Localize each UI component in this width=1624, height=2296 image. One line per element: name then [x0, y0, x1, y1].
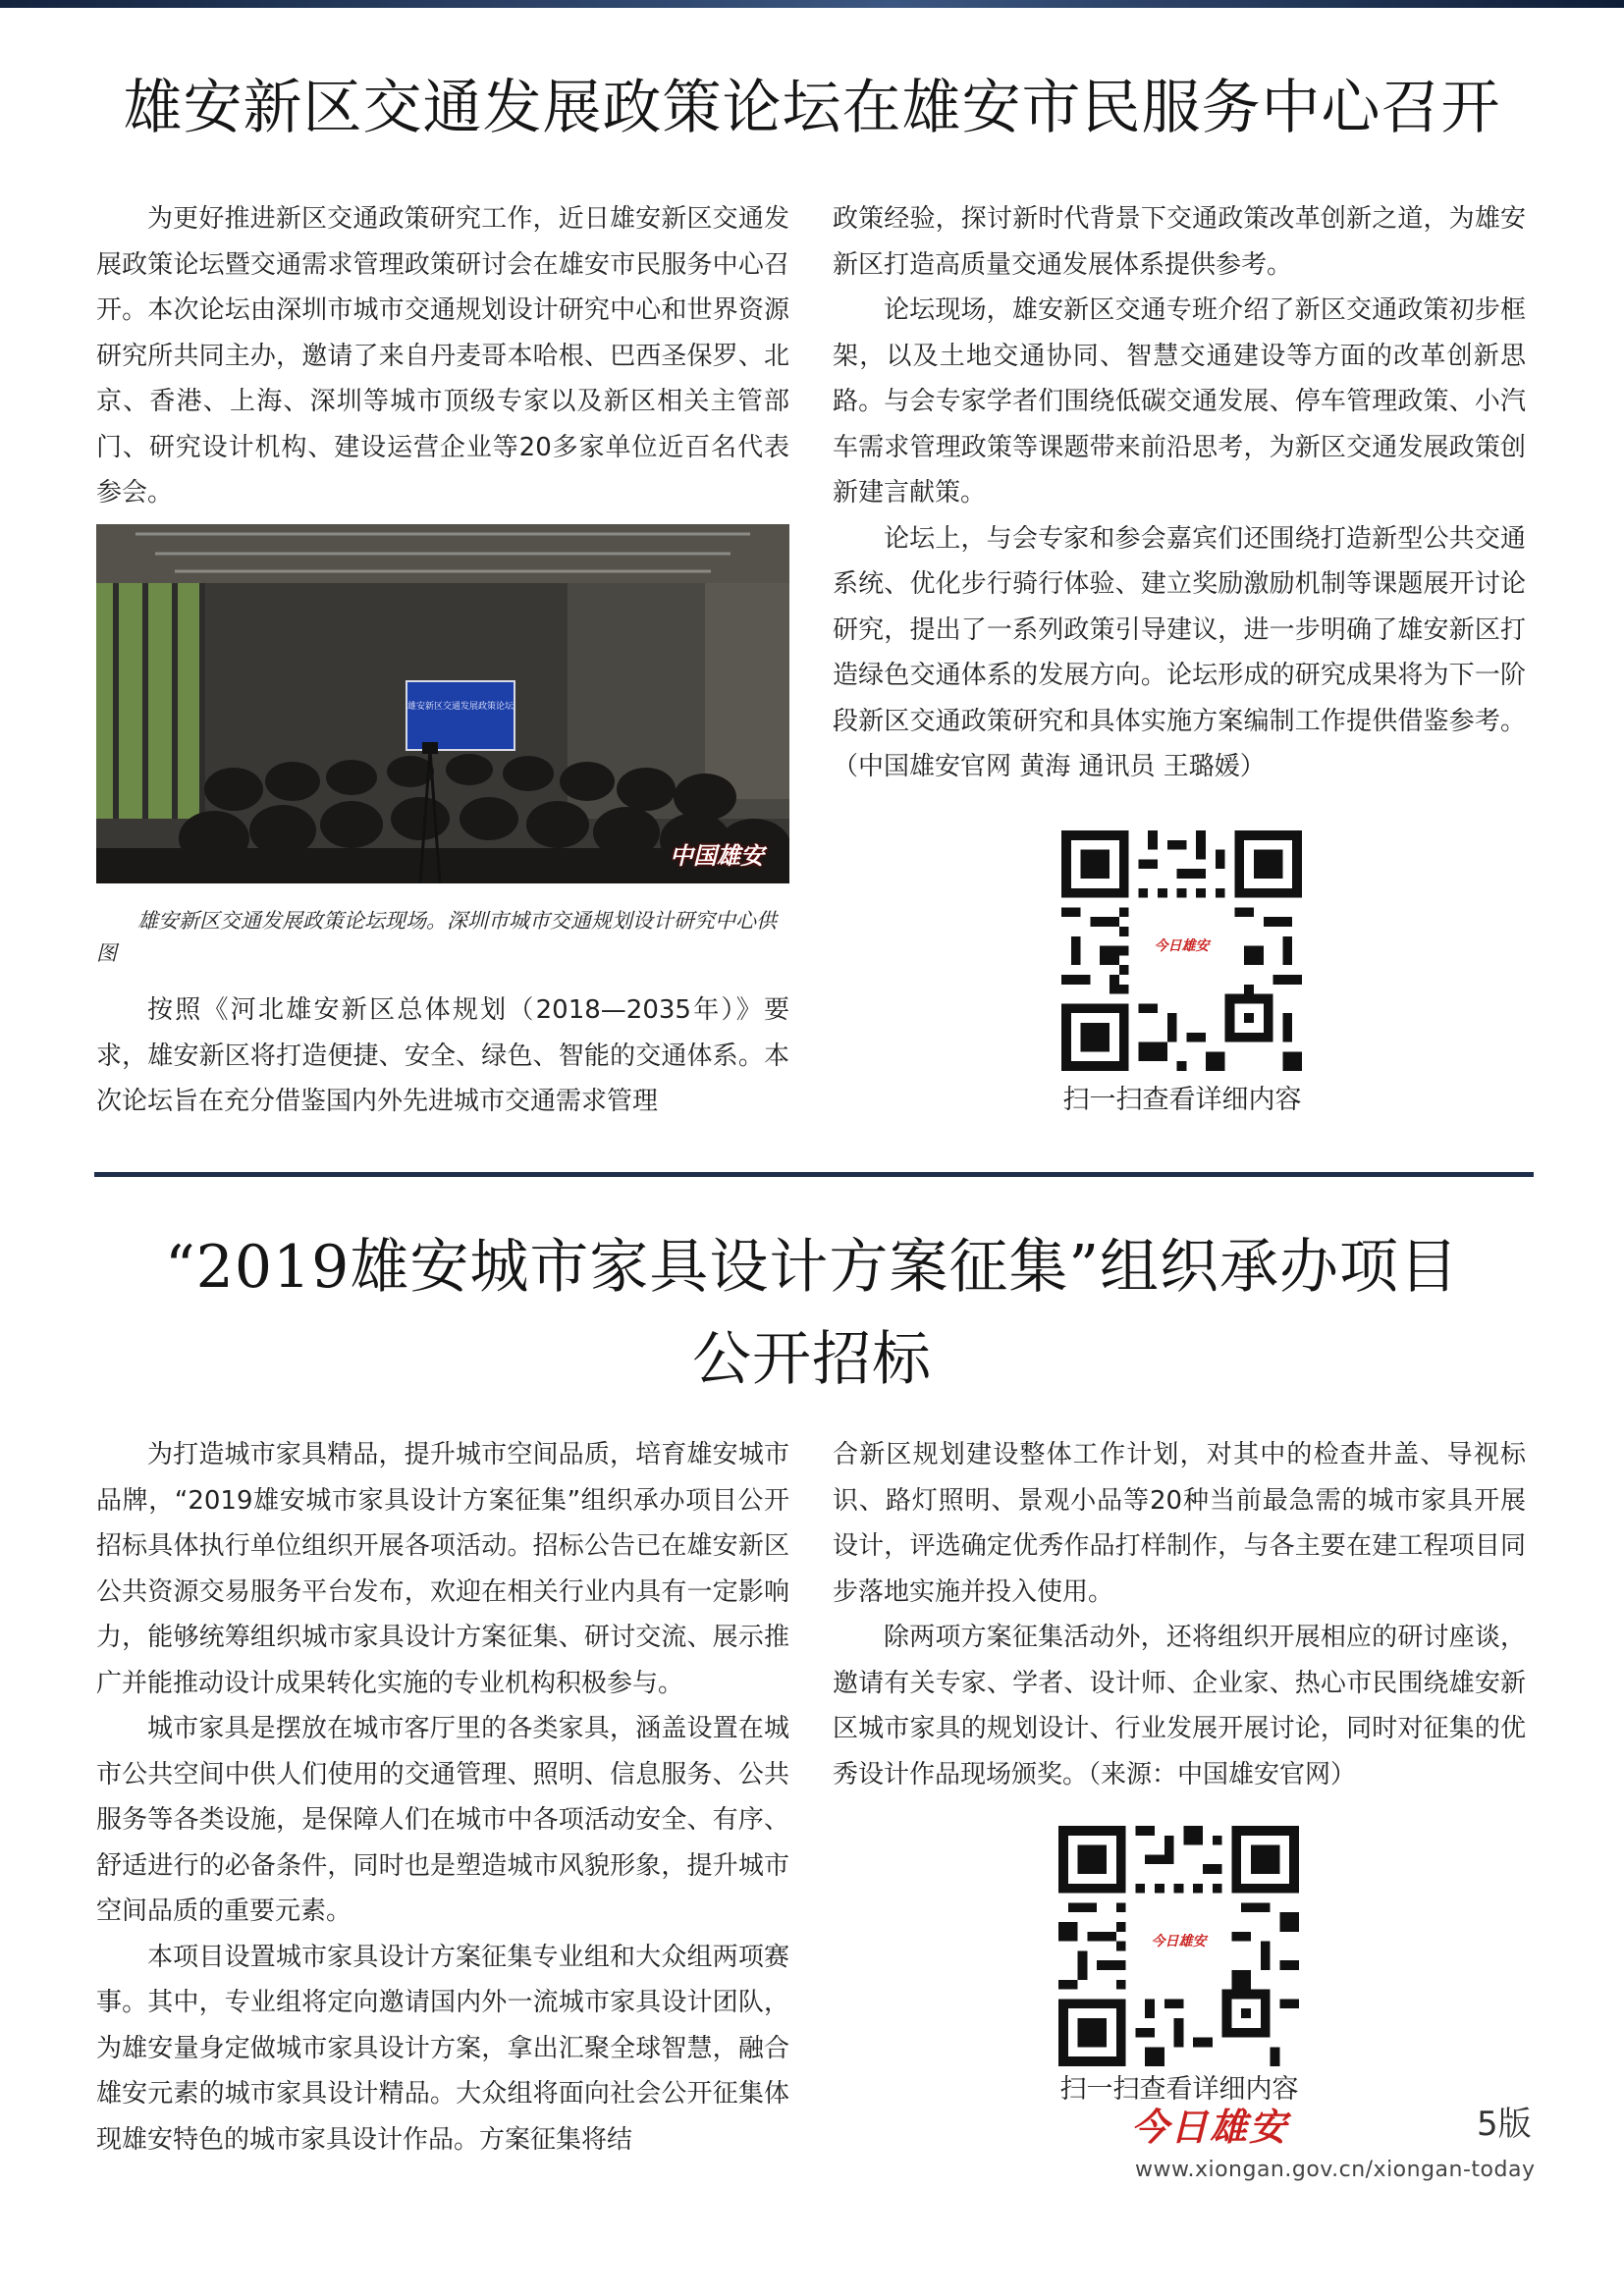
article1-left-column-lower: [96, 988, 789, 1125]
article2-title: [59, 1221, 1565, 1406]
article2-paragraph: 城市家具是摆放在城市客厅里的各类家具，涵盖设置在城市公共空间中供人们使用的交通管理、照明、信息服务、公共服务等各类设施，是保障人们在城市中各项活动安全、有序、舒适进行的必备条件，同时也是塑造城市风貌形象，提升城市空间品质的重要元素。: [96, 1714, 789, 1926]
article2-title-line1: “2019雄安城市家具设计方案征集”组织承办项目: [164, 1233, 1460, 1302]
section-divider: [94, 1172, 1534, 1177]
article1-paragraph: 论坛上，与会专家和参会嘉宾们还围绕打造新型公共交通系统、优化步行骑行体验、建立奖励激励机制等课题展开讨论研究，提出了一系列政策引导建议，进一步明确了雄安新区打造绿色交通体系的发展方向。论坛形成的研究成果将为下一阶段新区交通政策研究和具体实施方案编制工作提供借鉴参考。（中国雄安官网 黄海 通讯员 王璐媛）: [833, 523, 1526, 781]
article2-right-column: [833, 1432, 1526, 1797]
forum-photo: [96, 524, 789, 883]
article1-paragraph-continuation: 政策经验，探讨新时代背景下交通政策改革创新之道，为雄安新区打造高质量交通发展体系提供参考。: [833, 204, 1526, 280]
qr-label-1: 扫一扫查看详细内容: [1062, 1085, 1302, 1115]
article2-paragraph: 除两项方案征集活动外，还将组织开展相应的研讨座谈，邀请有关专家、学者、设计师、企业家、热心市民围绕雄安新区城市家具的规划设计、行业发展开展讨论，同时对征集的优秀设计作品现场颁奖。（来源：中国雄安官网）: [833, 1623, 1526, 1789]
photo-watermark: 中国雄安: [670, 841, 764, 870]
article1-paragraph: 按照《河北雄安新区总体规划（2018—2035年）》要求，雄安新区将打造便捷、安全、绿色、智能的交通体系。本次论坛旨在充分借鉴国内外先进城市交通需求管理: [96, 995, 789, 1116]
forum-photo-illustration: [96, 524, 789, 883]
qr-label-2: 扫一扫查看详细内容: [1059, 2074, 1299, 2105]
article2-paragraph: 为打造城市家具精品，提升城市空间品质，培育雄安城市品牌，“2019雄安城市家具设计方案征集”组织承办项目公开招标具体执行单位组织开展各项活动。招标公告已在雄安新区公共资源交易服务平台发布，欢迎在相关行业内具有一定影响力，能够统筹组织城市家具设计方案征集、研讨交流、展示推广并能推动设计成果转化实施的专业机构积极参与。: [96, 1440, 789, 1698]
article2-left-column: [96, 1432, 789, 2163]
brand-logo: 今日雄安: [1131, 2105, 1289, 2149]
site-url[interactable]: www.xiongan.gov.cn/xiongan-today: [1135, 2158, 1536, 2182]
article1-paragraph: 为更好推进新区交通政策研究工作，近日雄安新区交通发展政策论坛暨交通需求管理政策研讨会在雄安市民服务中心召开。本次论坛由深圳市城市交通规划设计研究中心和世界资源研究所共同主办，邀请了来自丹麦哥本哈根、巴西圣保罗、北京、香港、上海、深圳等城市顶级专家以及新区相关主管部门、研究设计机构、建设运营企业等20多家单位近百名代表参会。: [96, 204, 789, 507]
article1-left-column: [96, 196, 789, 516]
article2-paragraph: 本项目设置城市家具设计方案征集专业组和大众组两项赛事。其中，专业组将定向邀请国内外一流城市家具设计团队，为雄安量身定做城市家具设计方案，拿出汇聚全球智慧，融合雄安元素的城市家具设计精品。大众组将面向社会公开征集体现雄安特色的城市家具设计作品。方案征集将结: [96, 1942, 789, 2155]
article2-title-line2: 公开招标: [692, 1325, 932, 1394]
page-number: 5版: [1477, 2105, 1532, 2144]
article1-title: 雄安新区交通发展政策论坛在雄安市民服务中心召开: [123, 74, 1501, 142]
article2-paragraph-continuation: 合新区规划建设整体工作计划，对其中的检查井盖、导视标识、路灯照明、景观小品等20种当前最急需的城市家具开展设计，评选确定优秀作品打样制作，与各主要在建工程项目同步落地实施并投入使用。: [833, 1440, 1526, 1607]
photo-caption: 雄安新区交通发展政策论坛现场。深圳市城市交通规划设计研究中心供图: [96, 909, 777, 965]
qr-code-2[interactable]: [1058, 1826, 1299, 2066]
top-color-bar: [0, 0, 1624, 8]
article1-right-column: [833, 196, 1526, 790]
screen-text: 雄安新区交通发展政策论坛: [406, 702, 514, 712]
article1-paragraph: 论坛现场，雄安新区交通专班介绍了新区交通政策初步框架，以及土地交通协同、智慧交通建设等方面的改革创新思路。与会专家学者们围绕低碳交通发展、停车管理政策、小汽车需求管理政策等课题带来前沿思考，为新区交通发展政策创新建言献策。: [833, 295, 1526, 507]
qr-center-logo: 今日雄安: [1151, 1934, 1207, 1949]
qr-center-logo: 今日雄安: [1154, 938, 1210, 954]
qr-code-1[interactable]: [1061, 830, 1302, 1071]
